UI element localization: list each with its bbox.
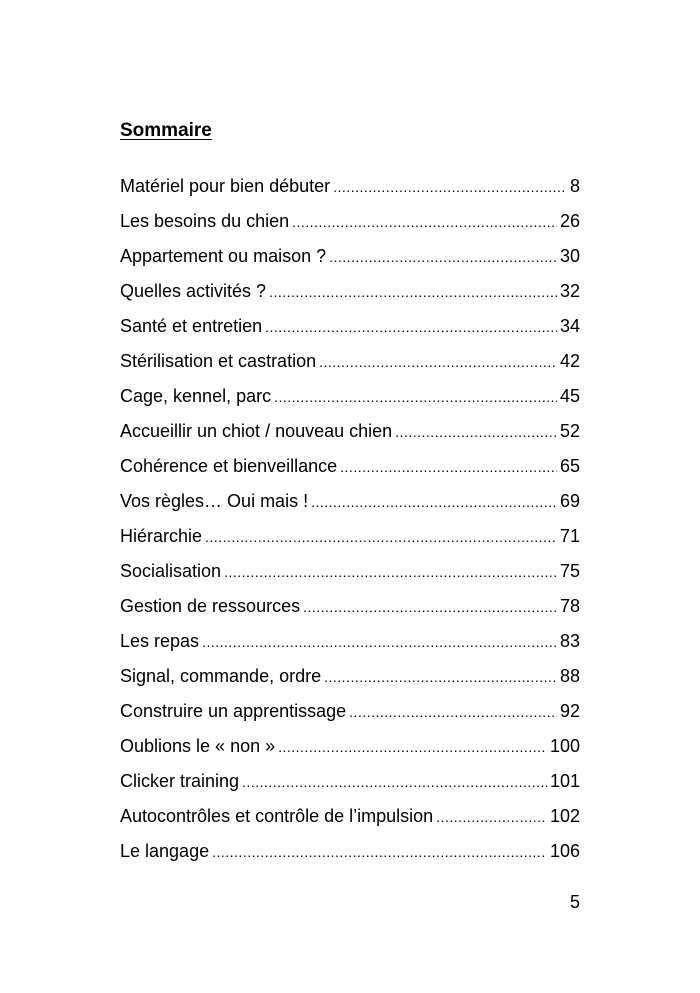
toc-entry <box>120 732 580 767</box>
toc-leader-dots <box>205 523 557 551</box>
toc-entry <box>120 557 580 592</box>
toc-entry-label: Cohérence et bienveillance <box>120 456 338 476</box>
toc-leader-dots <box>269 278 557 306</box>
toc-entry <box>120 172 580 207</box>
toc-leader-dots <box>242 768 547 796</box>
toc-leader-dots <box>265 313 557 341</box>
toc-leader-dots <box>349 698 557 726</box>
toc-entry-page: 52 <box>559 421 580 441</box>
toc-entry <box>120 312 580 347</box>
toc-entry-label: Socialisation <box>120 561 222 581</box>
toc-entry-page: 100 <box>549 736 580 756</box>
toc-leader-dots <box>324 663 557 691</box>
toc-leader-dots <box>319 348 557 376</box>
toc-entry-label: Appartement ou maison ? <box>120 246 327 266</box>
toc-entry-page: 69 <box>559 491 580 511</box>
toc-leader-dots <box>333 173 567 201</box>
toc-entry <box>120 662 580 697</box>
toc-entry-label: Stérilisation et castration <box>120 351 317 371</box>
toc-leader-dots <box>311 488 557 516</box>
toc-entry-label: Construire un apprentissage <box>120 701 347 721</box>
toc-entry <box>120 347 580 382</box>
toc-entry-label: Clicker training <box>120 771 240 791</box>
toc-entry-page: 8 <box>569 176 580 196</box>
toc-entry-label: Gestion de ressources <box>120 596 301 616</box>
toc-entry-page: 75 <box>559 561 580 581</box>
toc-entry-label: Quelles activités ? <box>120 281 267 301</box>
toc-entry-page: 78 <box>559 596 580 616</box>
toc-leader-dots <box>224 558 557 586</box>
toc-entry <box>120 452 580 487</box>
toc-entry <box>120 382 580 417</box>
toc-title: Sommaire <box>120 120 212 141</box>
toc-entry <box>120 767 580 802</box>
toc-leader-dots <box>278 733 547 761</box>
toc-entry-page: 45 <box>559 386 580 406</box>
toc-entry <box>120 802 580 837</box>
toc-entry-label: Accueillir un chiot / nouveau chien <box>120 421 393 441</box>
toc-entry-page: 42 <box>559 351 580 371</box>
toc-entry-page: 30 <box>559 246 580 266</box>
toc-entry-label: Oublions le « non » <box>120 736 276 756</box>
toc-entry-page: 34 <box>559 316 580 336</box>
toc-entry-label: Vos règles… Oui mais ! <box>120 491 309 511</box>
toc-leader-dots <box>340 453 557 481</box>
toc-entry-page: 102 <box>549 806 580 826</box>
toc-entry-page: 65 <box>559 456 580 476</box>
toc-entry-label: Santé et entretien <box>120 316 263 336</box>
toc-entry-label: Hiérarchie <box>120 526 203 546</box>
toc-entry <box>120 417 580 452</box>
toc-entry <box>120 277 580 312</box>
toc-entry-page: 26 <box>559 211 580 231</box>
toc-entry <box>120 697 580 732</box>
toc-entry-page: 83 <box>559 631 580 651</box>
toc-leader-dots <box>274 383 557 411</box>
toc-entry-page: 88 <box>559 666 580 686</box>
toc-entry <box>120 207 580 242</box>
toc-entry-label: Matériel pour bien débuter <box>120 176 331 196</box>
table-of-contents <box>120 172 580 872</box>
toc-entry <box>120 242 580 277</box>
page-number: 5 <box>569 892 580 912</box>
toc-leader-dots <box>329 243 557 271</box>
toc-entry-label: Les besoins du chien <box>120 211 290 231</box>
toc-entry <box>120 487 580 522</box>
toc-entry-page: 106 <box>549 841 580 861</box>
toc-leader-dots <box>212 838 547 866</box>
toc-leader-dots <box>436 803 547 831</box>
toc-leader-dots <box>292 208 557 236</box>
toc-entry-page: 101 <box>549 771 580 791</box>
toc-entry-label: Autocontrôles et contrôle de l’impulsion <box>120 806 434 826</box>
toc-entry-label: Signal, commande, ordre <box>120 666 322 686</box>
toc-entry <box>120 837 580 872</box>
toc-entry-page: 71 <box>559 526 580 546</box>
toc-entry <box>120 592 580 627</box>
toc-entry <box>120 522 580 557</box>
toc-entry-label: Les repas <box>120 631 200 651</box>
toc-leader-dots <box>303 593 557 621</box>
toc-entry-label: Le langage <box>120 841 210 861</box>
toc-entry-page: 92 <box>559 701 580 721</box>
toc-leader-dots <box>395 418 557 446</box>
toc-entry-page: 32 <box>559 281 580 301</box>
toc-entry <box>120 627 580 662</box>
toc-leader-dots <box>202 628 557 656</box>
toc-entry-label: Cage, kennel, parc <box>120 386 272 406</box>
